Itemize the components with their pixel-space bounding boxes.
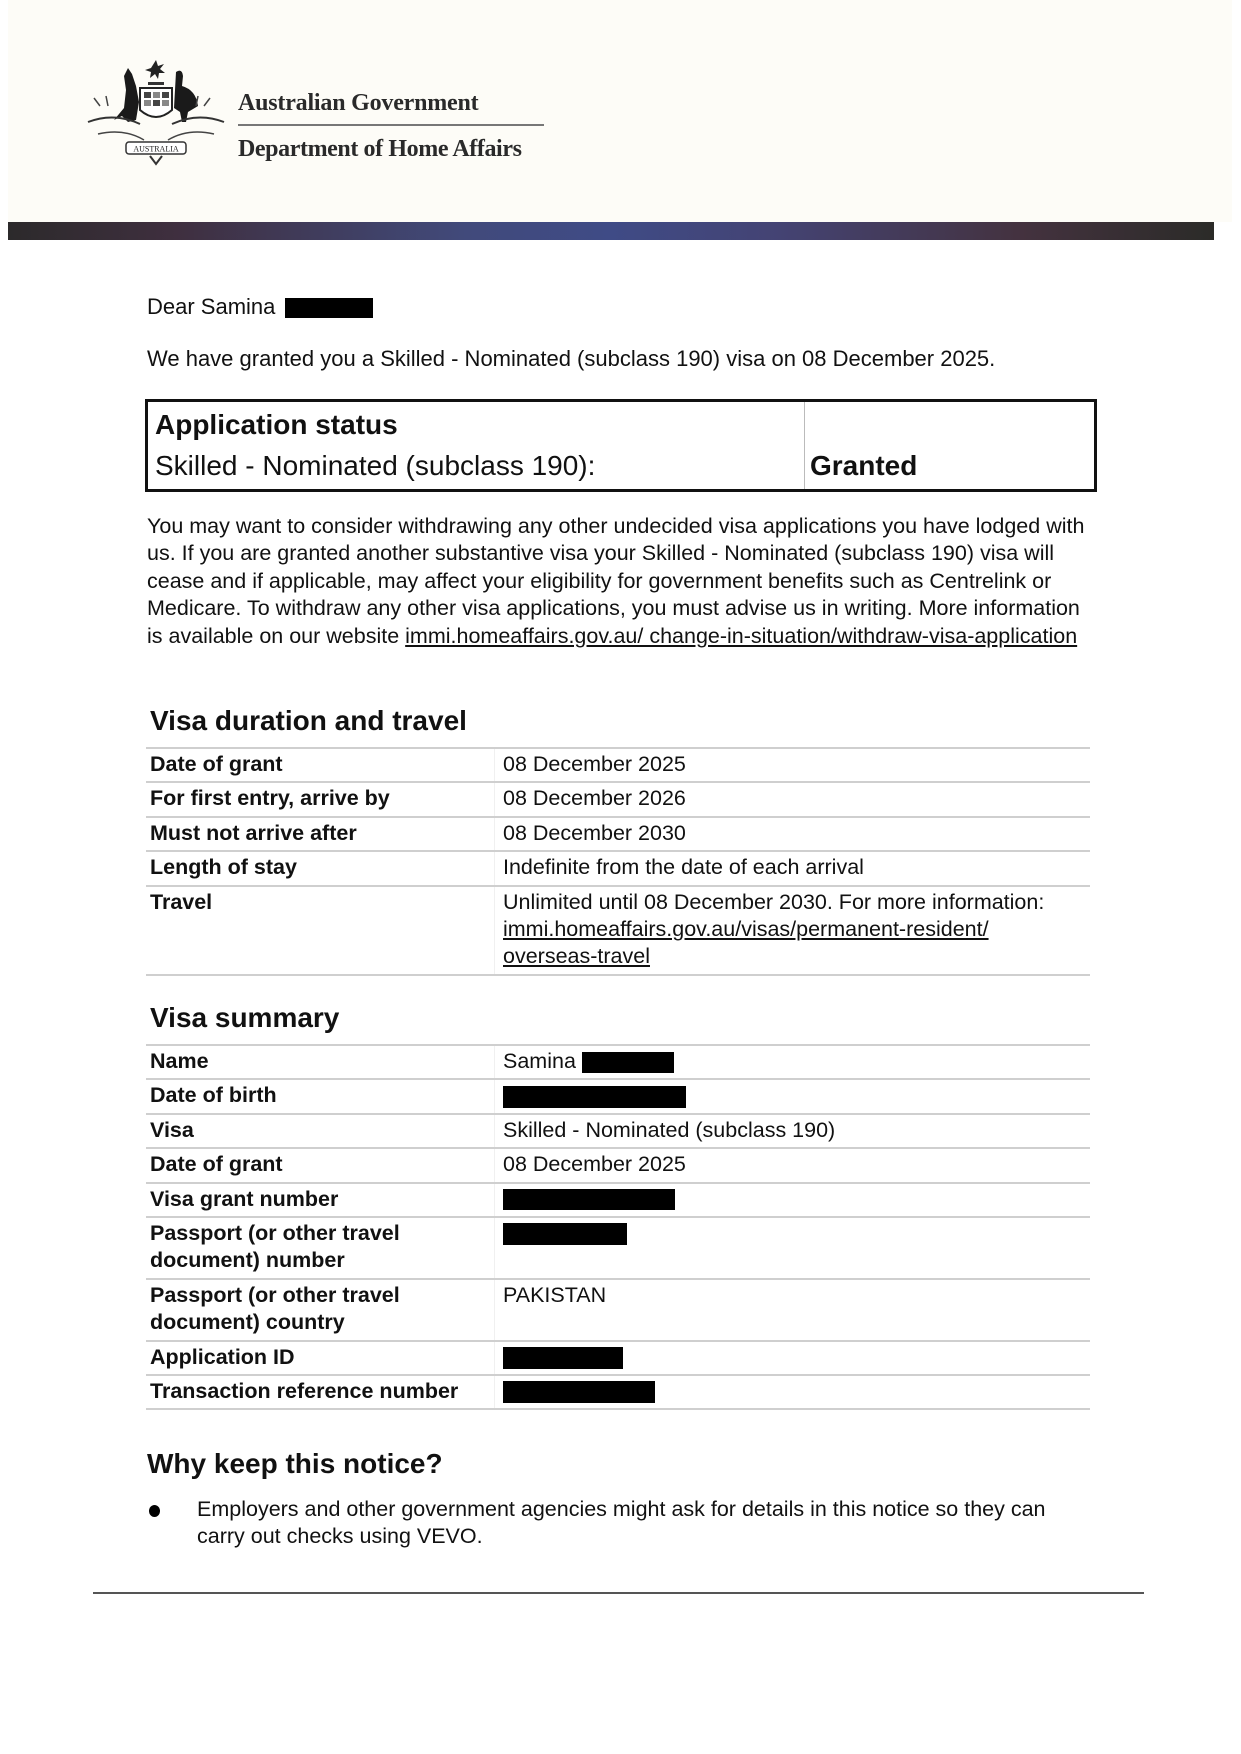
why-keep-title: Why keep this notice?	[147, 1448, 443, 1479]
row-label: Must not arrive after	[146, 817, 495, 851]
table-row	[146, 817, 1090, 851]
crest-scroll-text: AUSTRALIA	[133, 144, 179, 154]
redacted-surname	[582, 1052, 674, 1073]
status-column-divider	[804, 402, 805, 489]
withdrawal-advice	[147, 513, 1097, 650]
row-value: Indefinite from the date of each arrival	[495, 851, 1091, 885]
department-name: Department of Home Affairs	[238, 136, 522, 162]
table-row	[146, 1375, 1090, 1409]
status-visa-label: Skilled - Nominated (subclass 190):	[155, 450, 596, 481]
table-row	[146, 748, 1090, 782]
overseas-travel-link[interactable]: immi.homeaffairs.gov.au/visas/permanent-resident/ overseas-travel	[503, 917, 989, 969]
table-row	[146, 886, 1090, 975]
table-row	[146, 1079, 1090, 1113]
redacted-application-id	[503, 1347, 623, 1369]
redacted-date-of-birth	[503, 1086, 686, 1108]
duration-table	[146, 747, 1090, 976]
row-label: Visa	[146, 1114, 495, 1148]
row-label: Transaction reference number	[146, 1375, 495, 1409]
redacted-passport-number	[503, 1223, 627, 1245]
table-row	[146, 851, 1090, 885]
row-value: 08 December 2025	[495, 748, 1091, 782]
row-label: Application ID	[146, 1341, 495, 1375]
row-value: 08 December 2026	[495, 782, 1091, 816]
redacted-visa-grant-number	[503, 1189, 675, 1210]
row-label: Passport (or other travel document) country	[146, 1279, 495, 1341]
table-row	[146, 1279, 1090, 1341]
letterhead	[8, 0, 1232, 222]
organisation-block	[238, 88, 544, 164]
row-label: Date of birth	[146, 1079, 495, 1113]
table-row	[146, 782, 1090, 816]
table-row	[146, 1183, 1090, 1217]
letterhead-divider	[238, 124, 544, 126]
row-label: Date of grant	[146, 748, 495, 782]
salutation-text: Dear Samina	[147, 294, 276, 319]
travel-text: Unlimited until 08 December 2030. For more information:	[503, 889, 1045, 914]
row-value	[495, 1217, 1091, 1279]
table-row	[146, 1217, 1090, 1279]
application-status-box	[145, 399, 1097, 492]
coat-of-arms-logo	[84, 58, 228, 168]
row-value: 08 December 2030	[495, 817, 1091, 851]
row-value	[495, 1045, 1091, 1079]
grant-sentence: We have granted you a Skilled - Nominated (subclass 190) visa on 08 December 2025.	[147, 346, 996, 371]
row-value: 08 December 2025	[495, 1148, 1091, 1182]
status-value: Granted	[810, 450, 918, 481]
row-value	[495, 1183, 1091, 1217]
withdraw-application-link[interactable]: immi.homeaffairs.gov.au/ change-in-situation/withdraw-visa-application	[405, 623, 1078, 648]
bullet-list-item	[147, 1496, 1087, 1551]
row-label: For first entry, arrive by	[146, 782, 495, 816]
row-label: Travel	[146, 886, 495, 975]
row-value	[495, 1341, 1091, 1375]
footer-divider	[93, 1592, 1144, 1594]
header-color-band	[8, 222, 1214, 240]
row-value: PAKISTAN	[495, 1279, 1091, 1341]
bullet-icon	[149, 1505, 160, 1517]
row-label: Visa grant number	[146, 1183, 495, 1217]
table-row	[146, 1148, 1090, 1182]
salutation	[147, 293, 373, 321]
row-value: Skilled - Nominated (subclass 190)	[495, 1114, 1091, 1148]
summary-section-title: Visa summary	[150, 1002, 340, 1033]
name-value: Samina	[503, 1049, 576, 1073]
row-value-travel	[495, 886, 1091, 975]
status-title: Application status	[155, 409, 398, 440]
redacted-surname	[285, 298, 373, 318]
advice-text: You may want to consider withdrawing any other undecided visa applications you have lodged with us. If you are granted another substantive visa your Skilled - Nominated (subclass 190) visa will cease and if applicable, may affect your eligibility for government benefits such as Centrelink or Medicare. To withdraw any other visa applications, you must advise us in writing. More information is available on our website	[147, 514, 1085, 648]
row-label: Date of grant	[146, 1148, 495, 1182]
redacted-transaction-reference	[503, 1381, 655, 1403]
row-label: Length of stay	[146, 851, 495, 885]
bullet-text: Employers and other government agencies might ask for details in this notice so they can carry out checks using VEVO.	[197, 1497, 1046, 1549]
government-name: Australian Government	[238, 90, 479, 116]
table-row	[146, 1045, 1090, 1079]
table-row	[146, 1341, 1090, 1375]
row-value	[495, 1375, 1091, 1409]
row-label: Name	[146, 1045, 495, 1079]
duration-section-title: Visa duration and travel	[150, 705, 467, 736]
summary-table	[146, 1044, 1090, 1410]
row-label: Passport (or other travel document) number	[146, 1217, 495, 1279]
row-value	[495, 1079, 1091, 1113]
table-row	[146, 1114, 1090, 1148]
